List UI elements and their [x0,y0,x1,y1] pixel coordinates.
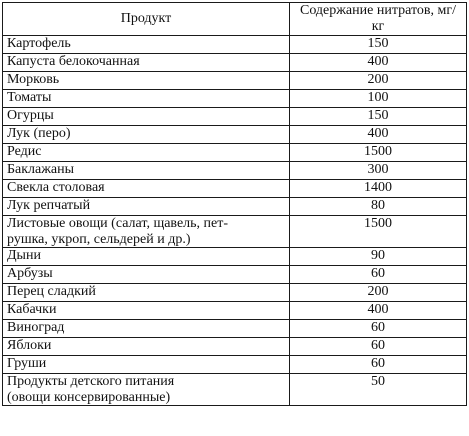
product-name: Свекла столовая [3,180,290,198]
nitrate-value: 60 [290,356,467,374]
product-name: Арбузы [3,266,290,284]
table-row [3,36,467,54]
product-name: Груши [3,356,290,374]
product-name: Перец сладкий [3,284,290,302]
nitrates-table [2,2,467,406]
product-name: Огурцы [3,108,290,126]
nitrate-value: 200 [290,72,467,90]
header-row [3,3,467,36]
product-name: Лук репчатый [3,198,290,216]
table-row [3,144,467,162]
product-name: Баклажаны [3,162,290,180]
nitrate-value: 1500 [290,144,467,162]
nitrate-value: 400 [290,126,467,144]
table-row [3,108,467,126]
product-name: Морковь [3,72,290,90]
nitrate-value: 300 [290,162,467,180]
product-name: Кабачки [3,302,290,320]
table-row [3,54,467,72]
product-name: Яблоки [3,338,290,356]
nitrate-value: 90 [290,248,467,266]
nitrate-value: 150 [290,36,467,54]
table-row [3,90,467,108]
nitrate-value: 150 [290,108,467,126]
nitrate-value: 60 [290,338,467,356]
table-row [3,266,467,284]
product-name: Томаты [3,90,290,108]
product-name: Дыни [3,248,290,266]
table-row [3,180,467,198]
product-name: Листовые овощи (салат, щавель, пет- рушка, укроп, сельдерей и др.) [3,216,290,248]
nitrate-value: 1500 [290,216,467,248]
table-row [3,162,467,180]
table-row [3,302,467,320]
product-name: Продукты детского питания (овощи консервированные) [3,374,290,406]
nitrate-value: 400 [290,54,467,72]
product-name: Капуста белокочанная [3,54,290,72]
product-name: Редис [3,144,290,162]
nitrate-value: 400 [290,302,467,320]
table-body [3,36,467,406]
product-name: Картофель [3,36,290,54]
table-row [3,216,467,248]
nitrate-value: 50 [290,374,467,406]
header-product: Продукт [3,3,290,36]
table-row [3,248,467,266]
nitrate-value: 100 [290,90,467,108]
product-name: Виноград [3,320,290,338]
table-row [3,284,467,302]
table-row [3,126,467,144]
table-row [3,338,467,356]
nitrate-value: 60 [290,266,467,284]
table-row [3,374,467,406]
header-nitrates: Содержание нитратов, мг/кг [290,3,467,36]
nitrate-value: 200 [290,284,467,302]
table-row [3,356,467,374]
table-row [3,198,467,216]
nitrate-value: 1400 [290,180,467,198]
product-name: Лук (перо) [3,126,290,144]
nitrate-value: 60 [290,320,467,338]
nitrate-value: 80 [290,198,467,216]
table-row [3,320,467,338]
table-row [3,72,467,90]
